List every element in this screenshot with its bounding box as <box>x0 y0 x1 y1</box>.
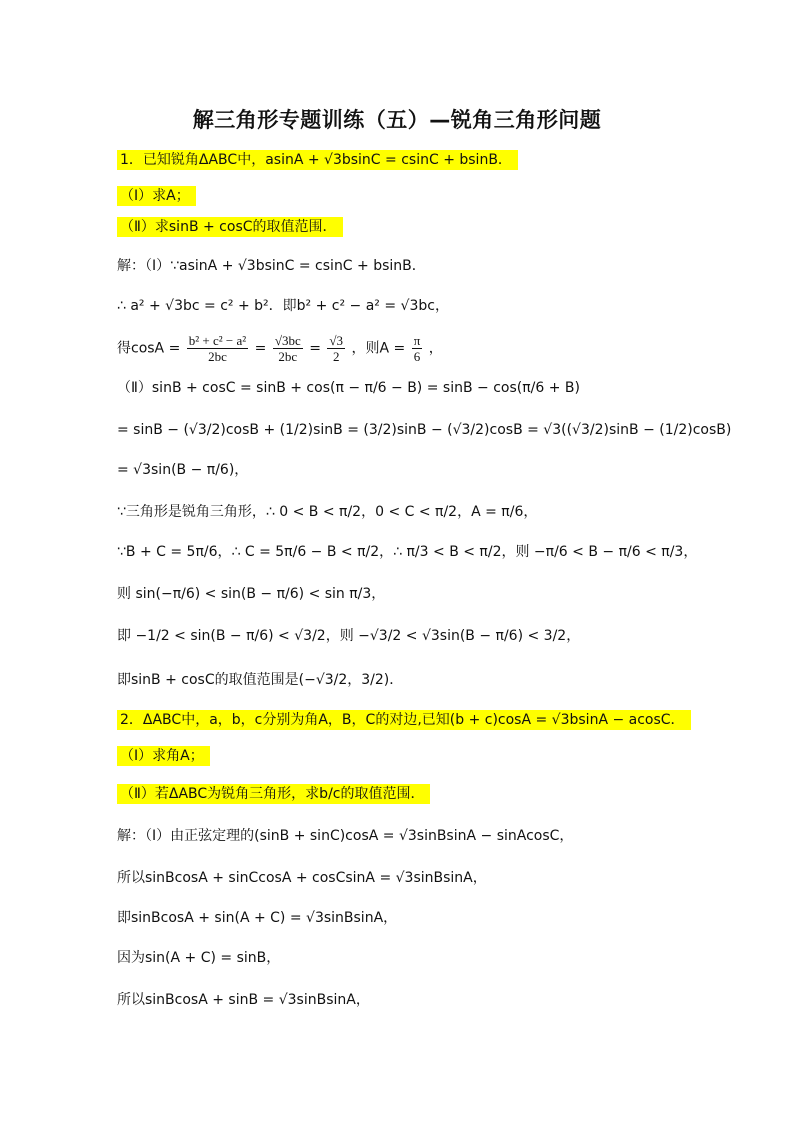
solution-1-line-3: 得cosA = $\frac{\text{b² + c² − a²}}{2bc}$ = $\frac{√3bc}{2bc}$ = $\frac{√3}{2}$ ，则A = $\frac{\pi}{6}$ ， <box>117 333 443 364</box>
solution-1-line-5: = sinB − (√3/2)cosB + (1/2)sinB = (3/2)sinB − (√3/2)cosB = √3((√3/2)sinB − (1/2)cosB) <box>117 422 732 438</box>
solution-1-line-6: = √3sin(B − π/6)， <box>117 462 249 478</box>
fraction: $\frac{√3}{2}$ <box>329 333 344 364</box>
fraction: $\frac{√3bc}{2bc}$ <box>274 333 301 364</box>
problem-2-stem: 2．ΔABC中，a，b，c分别为角A，B，C的对边,已知(b + c)cosA = √3bsinA − acosC． <box>117 710 691 730</box>
solution-2-line-4: 因为sin(A + C) = sinB， <box>117 950 281 966</box>
problem-2-question-2: （Ⅱ）若ΔABC为锐角三角形，求b/c的取值范围． <box>117 784 430 804</box>
solution-1-line-4: （Ⅱ）sinB + cosC = sinB + cos(π − π/6 − B) = sinB − cos(π/6 + B) <box>117 380 580 396</box>
solution-1-line-7: ∵三角形是锐角三角形，∴ 0 < B < π/2，0 < C < π/2，A = π/6， <box>117 504 538 520</box>
solution-2-line-1: 解：（Ⅰ）由正弦定理的(sinB + sinC)cosA = √3sinBsinA − sinAcosC， <box>117 828 574 844</box>
page-title: 解三角形专题训练（五）—锐角三角形问题 <box>192 108 602 132</box>
problem-2-question-1: （Ⅰ）求角A； <box>117 746 210 766</box>
fraction: $\frac{\pi}{6}$ <box>413 333 421 364</box>
solution-2-line-2: 所以sinBcosA + sinCcosA + cosCsinA = √3sinBsinA， <box>117 870 487 886</box>
solution-1-line-1: 解：（Ⅰ）∵asinA + √3bsinC = csinC + bsinB． <box>117 258 426 274</box>
solution-1-line-8: ∵B + C = 5π/6，∴ C = 5π/6 − B < π/2，∴ π/3 < B < π/2，则 −π/6 < B − π/6 < π/3， <box>117 544 698 560</box>
solution-1-line-2: ∴ a² + √3bc = c² + b²．即b² + c² − a² = √3bc， <box>117 298 449 314</box>
solution-1-line-9: 则 sin(−π/6) < sin(B − π/6) < sin π/3， <box>117 586 386 602</box>
problem-1-question-2: （Ⅱ）求sinB + cosC的取值范围． <box>117 217 343 237</box>
solution-2-line-3: 即sinBcosA + sin(A + C) = √3sinBsinA， <box>117 910 398 926</box>
fraction: $\frac{\text{b² + c² − a²}}{2bc}$ <box>188 333 247 364</box>
problem-1-stem: 1．已知锐角ΔABC中，asinA + √3bsinC = csinC + bsinB． <box>117 150 518 170</box>
solution-2-line-5: 所以sinBcosA + sinB = √3sinBsinA， <box>117 992 370 1008</box>
solution-1-line-11: 即sinB + cosC的取值范围是(−√3/2，3/2)． <box>117 672 404 688</box>
solution-1-line-10: 即 −1/2 < sin(B − π/6) < √3/2，则 −√3/2 < √3sin(B − π/6) < 3/2， <box>117 628 581 644</box>
problem-1-question-1: （Ⅰ）求A； <box>117 186 196 206</box>
